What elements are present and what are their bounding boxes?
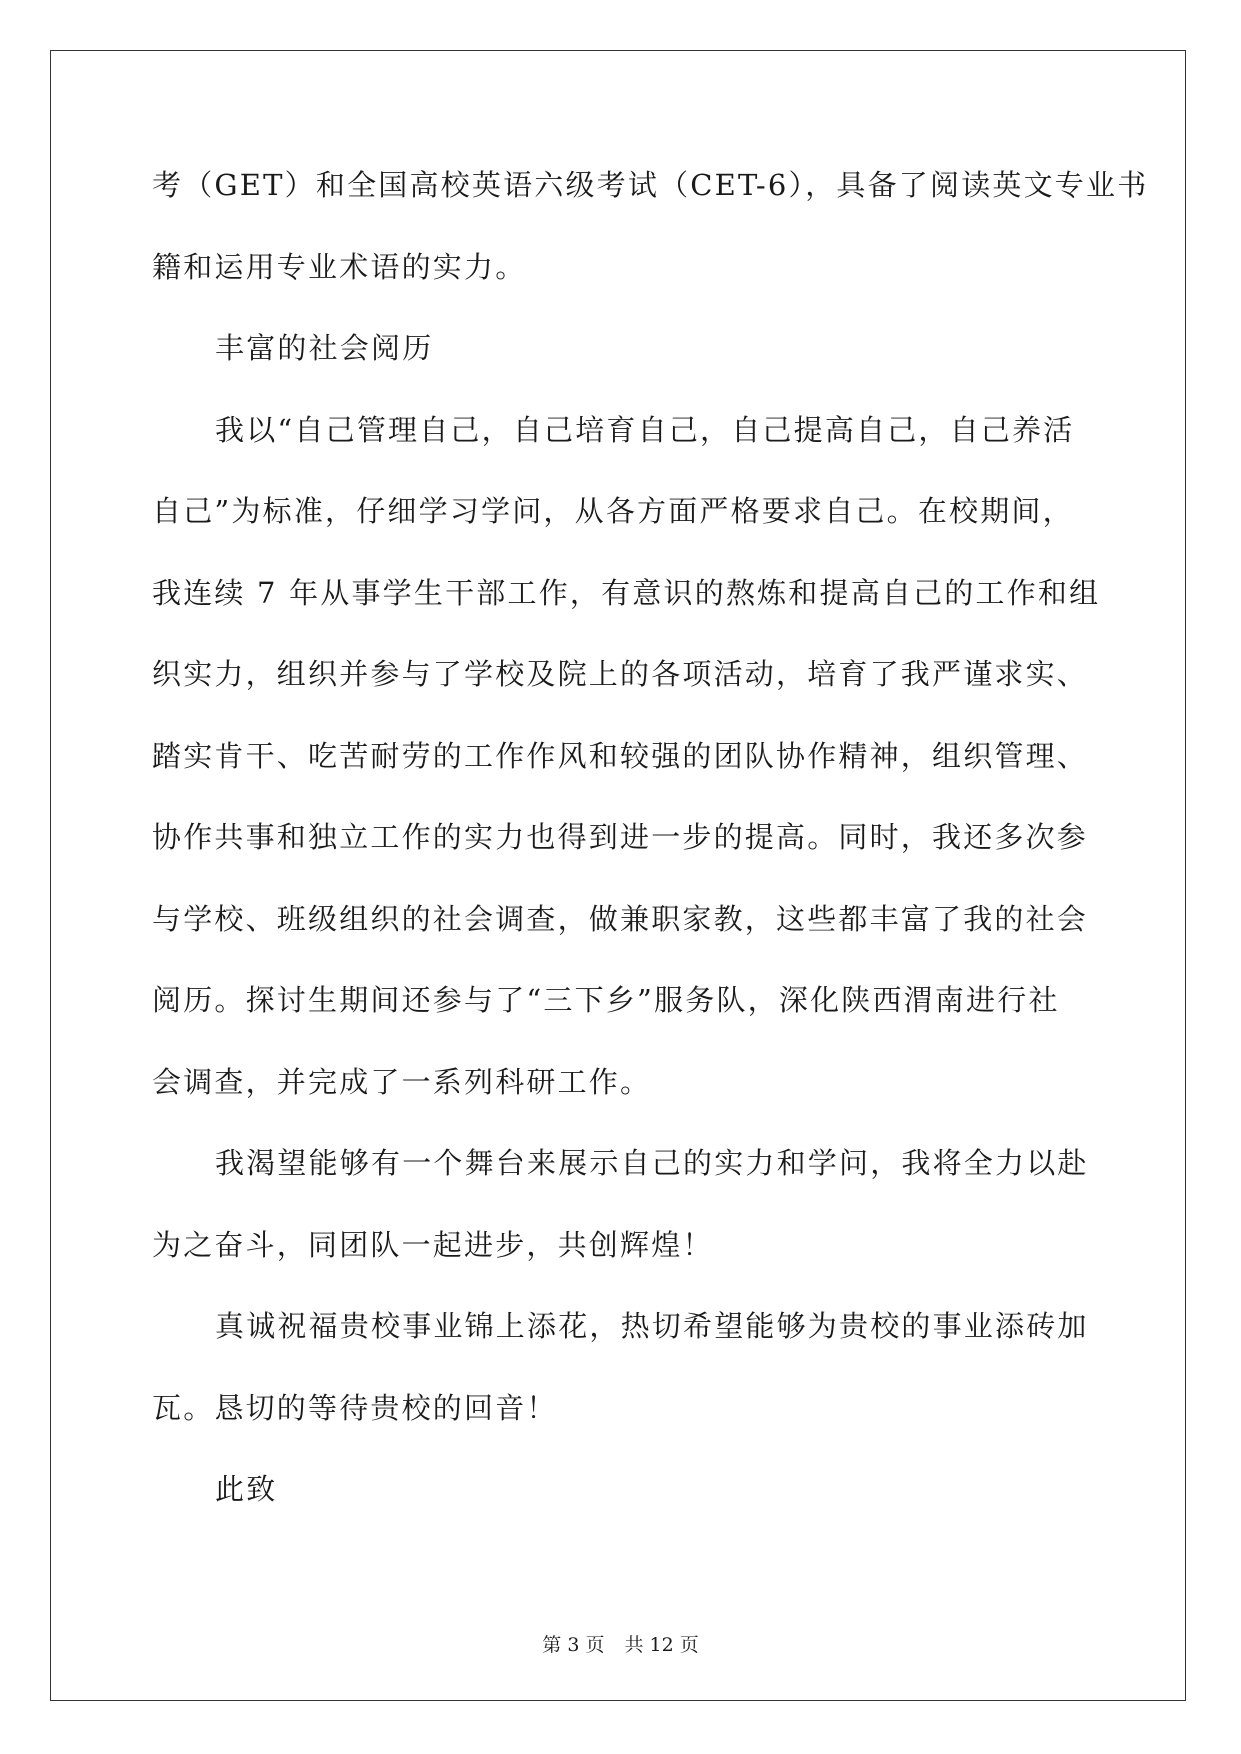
text-line: 自己”为标准，仔细学习学问，从各方面严格要求自己。在校期间，	[152, 494, 1074, 528]
section-heading: 丰富的社会阅历	[215, 331, 434, 365]
text-line: 我连续 7 年从事学生干部工作，有意识的熬炼和提高自己的工作和组	[152, 575, 1101, 610]
text-line: 织实力，组织并参与了学校及院上的各项活动，培育了我严谨求实、	[152, 657, 1089, 691]
text-line: 会调查，并完成了一系列科研工作。	[152, 1064, 652, 1099]
text-line: 瓦。恳切的等待贵校的回音！	[152, 1390, 558, 1425]
text-line: 我渴望能够有一个舞台来展示自己的实力和学问，我将全力以赴	[215, 1146, 1089, 1180]
text-line: 协作共事和独立工作的实力也得到进一步的提高。同时，我还多次参	[152, 820, 1089, 854]
text-line: 踏实肯干、吃苦耐劳的工作作风和较强的团队协作精神，组织管理、	[152, 738, 1089, 773]
page-total: 共 12 页	[624, 1634, 699, 1656]
text-line: 考（GET）和全国高校英语六级考试（CET-6），具备了阅读英文专业书	[152, 168, 1149, 202]
page-number: 第 3 页	[542, 1634, 605, 1656]
document-body	[152, 165, 1149, 1551]
page-footer	[0, 1633, 1241, 1657]
text-line: 为之奋斗，同团队一起进步，共创辉煌！	[152, 1227, 714, 1262]
text-line: 与学校、班级组织的社会调查，做兼职家教，这些都丰富了我的社会	[152, 901, 1089, 936]
text-line: 真诚祝福贵校事业锦上添花，热切希望能够为贵校的事业添砖加	[215, 1309, 1089, 1343]
text-line: 我以“自己管理自己，自己培育自己，自己提高自己，自己养活	[215, 412, 1075, 447]
closing-salutation: 此致	[215, 1472, 278, 1506]
text-line: 籍和运用专业术语的实力。	[152, 249, 527, 284]
text-line: 阅历。探讨生期间还参与了“三下乡”服务队，深化陕西渭南进行社	[152, 983, 1060, 1017]
